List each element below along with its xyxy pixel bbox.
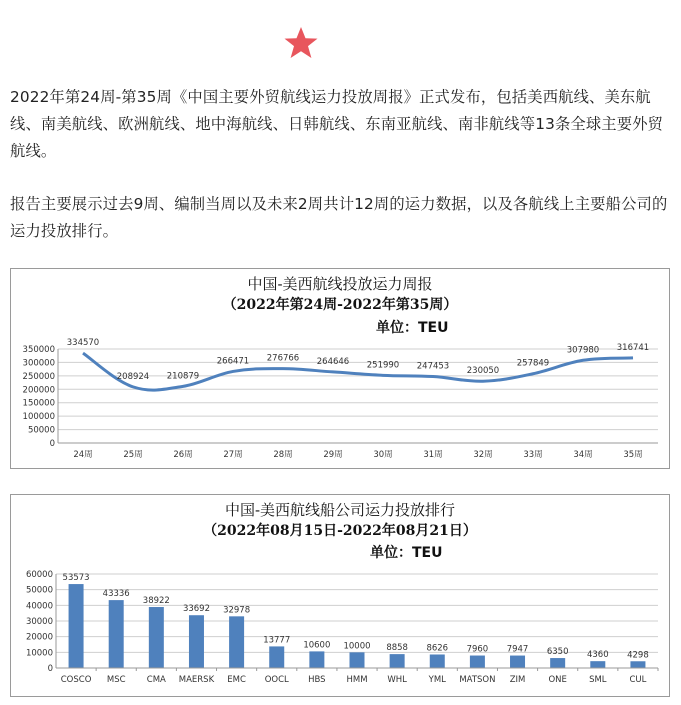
y-tick-label: 10000 xyxy=(25,648,53,659)
data-label: 210879 xyxy=(166,371,200,382)
data-label: 307980 xyxy=(566,345,600,356)
x-tick-label: EMC xyxy=(227,675,246,685)
data-label: 4298 xyxy=(627,650,649,661)
x-tick-label: ZIM xyxy=(509,675,526,685)
chart-unit-label: 单位：TEU xyxy=(370,545,443,561)
x-tick-label: 35周 xyxy=(623,450,643,460)
y-tick-label: 300000 xyxy=(22,358,55,369)
data-label: 10000 xyxy=(343,641,371,652)
y-tick-label: 60000 xyxy=(25,570,53,580)
x-tick-label: HBS xyxy=(308,675,326,685)
y-tick-label: 350000 xyxy=(22,345,55,355)
data-label: 10600 xyxy=(303,640,331,651)
x-tick-label: YML xyxy=(428,675,446,685)
x-tick-label: 28周 xyxy=(273,450,293,460)
series-line xyxy=(83,353,633,390)
y-tick-label: 40000 xyxy=(25,601,53,612)
bar xyxy=(109,600,124,668)
bar-chart-plot xyxy=(11,495,669,696)
chart-title: 中国-美西航线船公司运力投放排行 xyxy=(224,501,456,519)
x-tick-label: COSCO xyxy=(60,675,92,685)
data-label: 316741 xyxy=(616,342,650,353)
data-label: 264646 xyxy=(316,356,350,367)
bar xyxy=(69,584,84,668)
x-tick-label: 29周 xyxy=(323,450,343,460)
bar xyxy=(149,607,164,668)
y-tick-label: 200000 xyxy=(22,385,55,396)
star-icon xyxy=(283,26,319,60)
x-tick-label: 26周 xyxy=(173,450,193,460)
y-tick-label: 50000 xyxy=(27,425,55,436)
bar xyxy=(189,615,204,668)
x-tick-label: 30周 xyxy=(373,450,393,460)
data-label: 7960 xyxy=(466,644,489,655)
data-label: 43336 xyxy=(102,589,130,600)
x-tick-label: MAERSK xyxy=(178,675,215,685)
data-label: 257849 xyxy=(516,358,550,369)
weekly-capacity-line-chart xyxy=(10,268,670,469)
bar xyxy=(309,651,324,668)
data-label: 8626 xyxy=(426,643,449,654)
bar xyxy=(430,654,445,668)
x-tick-label: 31周 xyxy=(423,450,443,460)
x-tick-label: ONE xyxy=(548,675,567,685)
data-label: 38922 xyxy=(142,596,170,607)
chart-subtitle: （2022年08月15日-2022年08月21日） xyxy=(203,523,477,539)
data-label: 13777 xyxy=(263,635,291,646)
x-tick-label: HMM xyxy=(346,675,368,685)
data-label: 53573 xyxy=(62,573,90,584)
line-chart-plot xyxy=(11,269,669,468)
data-label: 334570 xyxy=(66,338,100,349)
bar xyxy=(229,616,244,668)
data-label: 8858 xyxy=(386,643,408,654)
x-tick-label: 34周 xyxy=(573,450,593,460)
x-tick-label: 33周 xyxy=(523,450,543,460)
x-tick-label: 32周 xyxy=(473,450,493,460)
report-description-paragraph: 报告主要展示过去9周、编制当周以及未来2周共计12周的运力数据，以及各航线上主要船公司的运力投放排行。 xyxy=(10,195,668,240)
y-tick-label: 50000 xyxy=(25,585,53,596)
bar xyxy=(550,658,565,668)
data-label: 6350 xyxy=(546,647,569,658)
data-label: 4360 xyxy=(586,650,609,661)
y-tick-label: 30000 xyxy=(25,617,53,627)
y-tick-label: 20000 xyxy=(25,632,53,643)
y-tick-label: 150000 xyxy=(22,398,55,409)
x-tick-label: WHL xyxy=(387,675,407,685)
x-tick-label: 25周 xyxy=(123,450,143,460)
data-label: 247453 xyxy=(416,361,450,372)
x-tick-label: SML xyxy=(589,675,607,685)
data-label: 230050 xyxy=(466,366,500,377)
data-label: 266471 xyxy=(216,356,250,367)
y-tick-label: 0 xyxy=(49,439,55,449)
data-label: 276766 xyxy=(266,353,300,364)
x-tick-label: 24周 xyxy=(73,450,93,460)
bar xyxy=(630,661,645,668)
data-label: 251990 xyxy=(366,360,400,371)
x-tick-label: MSC xyxy=(106,675,126,685)
chart-unit-label: 单位：TEU xyxy=(376,320,449,336)
bar xyxy=(470,656,485,668)
carrier-ranking-bar-chart xyxy=(10,494,670,697)
data-label: 33692 xyxy=(182,604,210,615)
chart-subtitle: （2022年第24周-2022年第35周） xyxy=(222,297,458,313)
x-tick-label: 27周 xyxy=(223,450,243,460)
y-tick-label: 0 xyxy=(47,664,53,674)
bar xyxy=(510,656,525,668)
bar xyxy=(390,654,405,668)
x-tick-label: CUL xyxy=(629,675,647,685)
bar xyxy=(350,652,365,668)
data-label: 7947 xyxy=(506,644,529,655)
y-tick-label: 250000 xyxy=(22,371,55,382)
x-tick-label: CMA xyxy=(146,675,166,685)
x-tick-label: MATSON xyxy=(459,675,496,685)
chart-title: 中国-美西航线投放运力周报 xyxy=(247,275,433,293)
x-tick-label: OOCL xyxy=(264,675,289,685)
bar xyxy=(269,646,284,668)
data-label: 32978 xyxy=(223,605,251,616)
bar xyxy=(590,661,605,668)
intro-paragraph: 2022年第24周-第35周《中国主要外贸航线运力投放周报》正式发布，包括美西航线、美东航线、南美航线、欧洲航线、地中海航线、日韩航线、东南亚航线、南非航线等13条全球主要外贸航线。 xyxy=(10,88,664,160)
y-tick-label: 100000 xyxy=(22,412,55,423)
data-label: 208924 xyxy=(116,371,150,382)
